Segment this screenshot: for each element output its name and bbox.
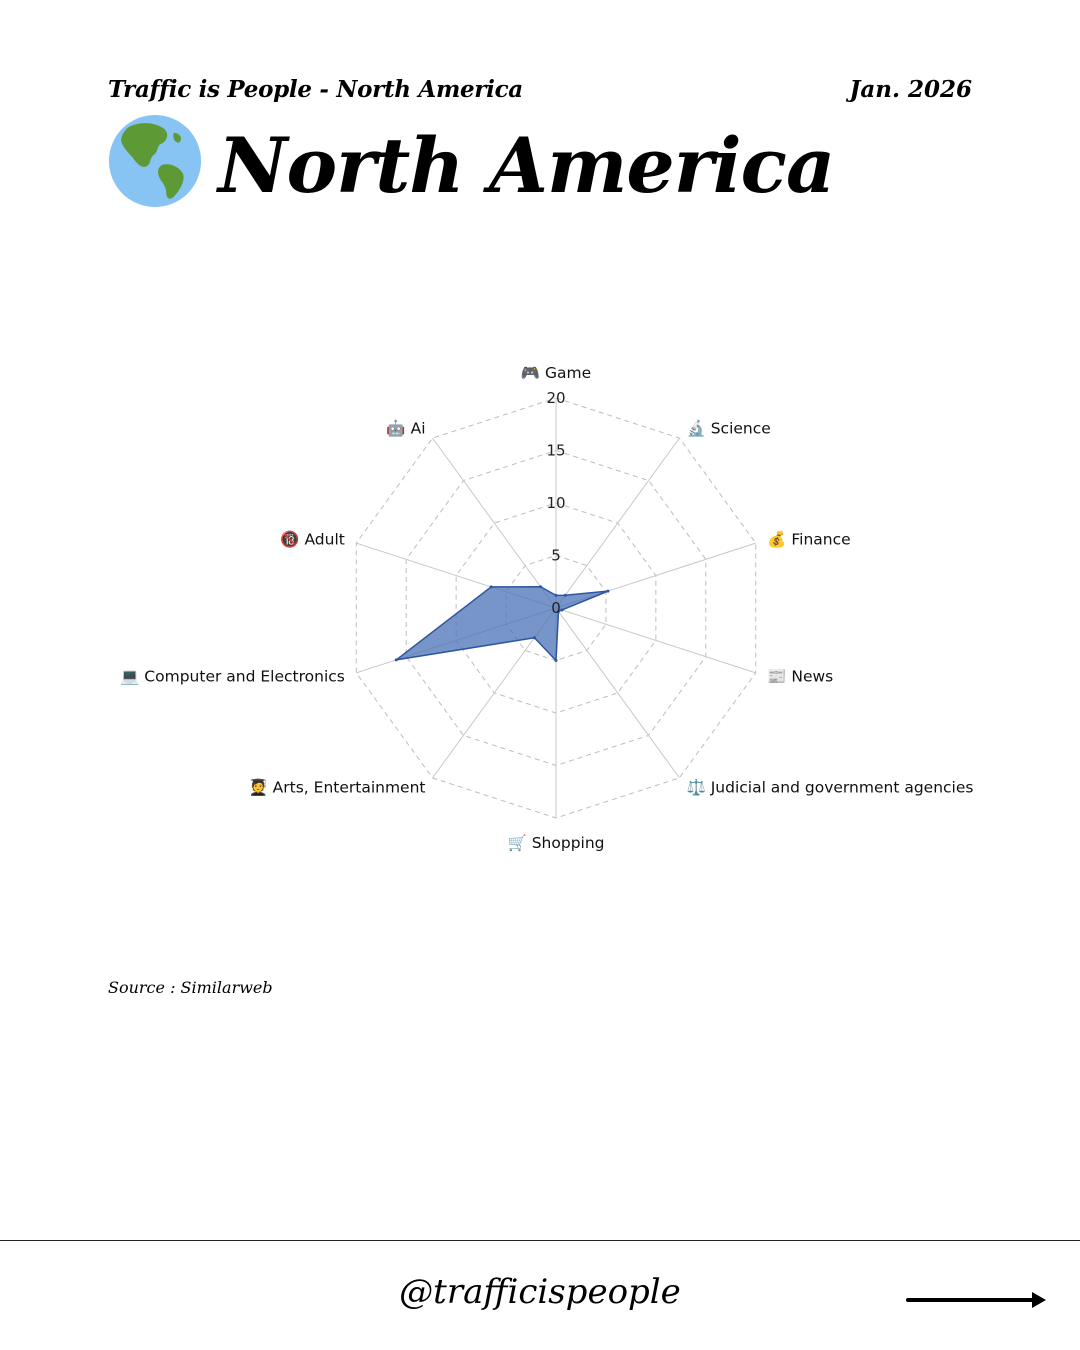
next-arrow-icon[interactable]	[906, 1288, 1048, 1312]
r-tick-label: 15	[546, 441, 566, 460]
footer-divider	[0, 1240, 1080, 1241]
data-point-5	[555, 659, 558, 662]
category-label: 🔬 Science	[686, 419, 771, 438]
category-label: 💰 Finance	[767, 530, 851, 549]
category-label: ⚖️ Judicial and government agencies	[686, 778, 974, 797]
globe-icon	[108, 114, 202, 208]
data-point-6	[533, 636, 536, 639]
data-point-7	[395, 658, 398, 661]
page-title: North America	[218, 121, 835, 210]
r-tick-label: 20	[546, 389, 566, 407]
source-label: Source : Similarweb	[108, 978, 273, 997]
data-point-3	[560, 608, 563, 611]
category-label: 🛒 Shopping	[507, 834, 605, 852]
date-label: Jan. 2026	[849, 76, 972, 103]
r-tick-label: 5	[551, 546, 561, 565]
data-series-area	[396, 587, 608, 661]
radar-chart	[0, 340, 1080, 880]
r-tick-label: 0	[551, 599, 561, 617]
account-handle: @trafficispeople	[399, 1272, 681, 1312]
category-label: 📰 News	[767, 667, 834, 686]
subtitle: Traffic is People - North America	[108, 76, 523, 103]
category-label: 🎮 Game	[520, 364, 592, 382]
spoke-9	[433, 438, 556, 608]
r-tick-label: 10	[546, 494, 566, 512]
category-label: 🤖 Ai	[386, 419, 426, 438]
data-point-9	[539, 585, 542, 588]
data-point-2	[606, 590, 609, 593]
spoke-4	[556, 608, 679, 778]
data-point-1	[564, 594, 567, 597]
data-point-8	[490, 585, 493, 588]
category-label: 🧑‍🎓 Arts, Entertainment	[248, 778, 426, 797]
data-point-0	[555, 594, 558, 597]
spoke-1	[556, 438, 679, 608]
category-label: 💻 Computer and Electronics	[120, 667, 345, 686]
category-label: 🔞 Adult	[280, 530, 345, 549]
